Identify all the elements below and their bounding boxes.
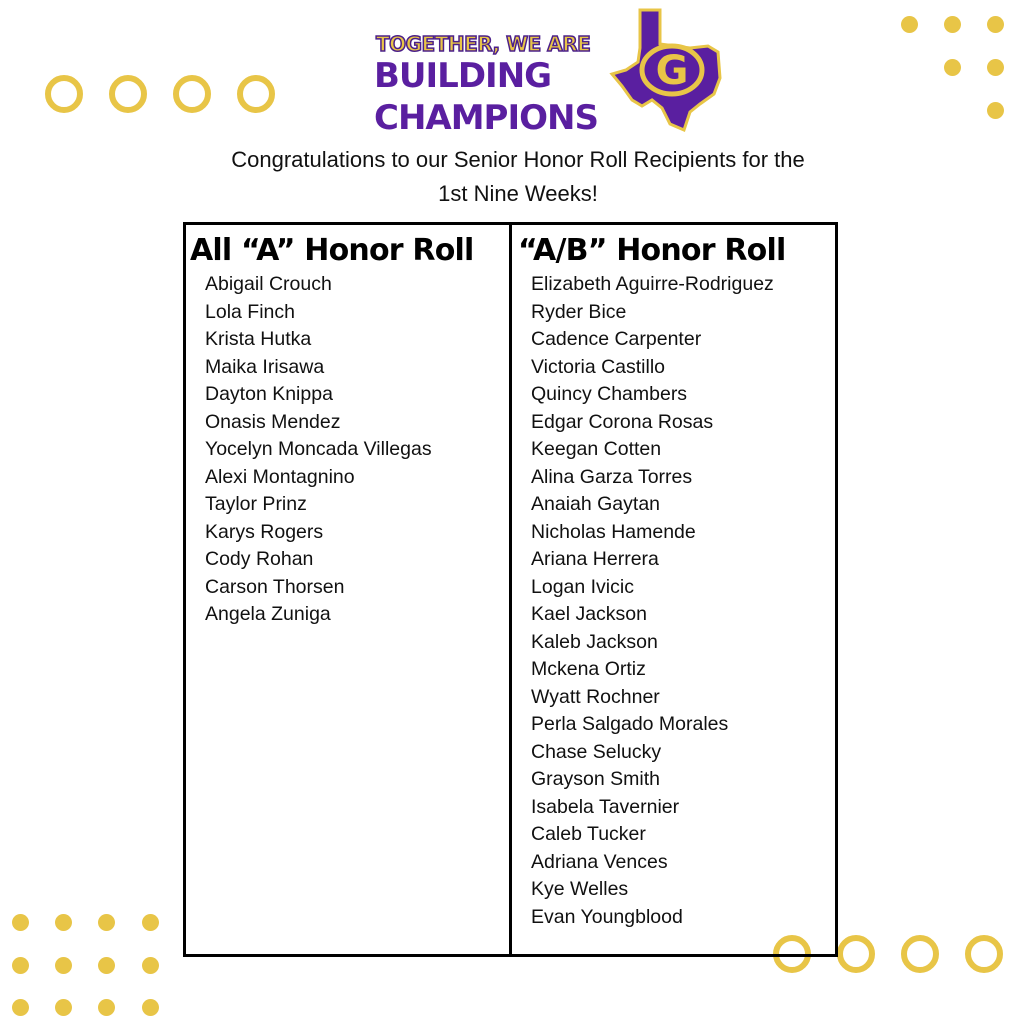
ab-heading: “A/B” Honor Roll	[518, 233, 786, 268]
subtitle-line2: 1st Nine Weeks!	[438, 181, 598, 206]
decor-dot	[12, 957, 29, 974]
list-item: Adriana Vences	[531, 850, 668, 873]
logo-tagline: TOGETHER, WE ARE	[376, 32, 591, 56]
list-item: Elizabeth Aguirre-Rodriguez	[531, 273, 774, 295]
list-item: Caleb Tucker	[531, 823, 646, 845]
list-item: Ryder Bice	[531, 300, 627, 323]
list-item: Kye Welles	[531, 878, 629, 900]
list-item: Cadence Carpenter	[531, 328, 702, 350]
decor-dot	[987, 16, 1004, 33]
list-item: Grayson Smith	[531, 768, 660, 790]
decor-dot	[142, 957, 159, 974]
decor-dot	[12, 999, 29, 1016]
decor-dot	[98, 999, 115, 1016]
list-item: Dayton Knippa	[205, 383, 333, 405]
list-item: Krista Hutka	[205, 328, 312, 350]
all-a-column	[186, 225, 512, 954]
list-item: Yocelyn Moncada Villegas	[205, 438, 432, 460]
decor-dot	[55, 914, 72, 931]
list-item: Evan Youngblood	[531, 905, 683, 928]
decor-dot	[944, 59, 961, 76]
decor-dot	[944, 16, 961, 33]
list-item: Alina Garza Torres	[531, 465, 693, 488]
decor-dot	[98, 914, 115, 931]
list-item: Edgar Corona Rosas	[531, 410, 714, 433]
list-item: Maika Irisawa	[205, 355, 325, 378]
all-a-heading: All “A” Honor Roll	[190, 233, 474, 268]
list-item: Kael Jackson	[531, 603, 647, 625]
decor-ring	[837, 935, 875, 973]
decor-dot	[987, 59, 1004, 76]
list-item: Angela Zuniga	[205, 603, 331, 625]
decor-ring	[45, 75, 83, 113]
list-item: Anaiah Gaytan	[531, 493, 661, 515]
list-item: Taylor Prinz	[205, 493, 307, 515]
honor-roll-table	[183, 222, 838, 957]
list-item: Abigail Crouch	[205, 273, 332, 295]
list-item: Lola Finch	[205, 300, 295, 323]
decor-dot	[142, 914, 159, 931]
list-item: Perla Salgado Morales	[531, 713, 729, 735]
decor-dot	[987, 102, 1004, 119]
decor-dot	[55, 957, 72, 974]
logo-champions: CHAMPIONS	[374, 98, 598, 138]
building-champions-logo	[372, 8, 724, 136]
decor-dot	[55, 999, 72, 1016]
ab-column	[512, 225, 835, 954]
list-item: Victoria Castillo	[531, 355, 666, 378]
list-item: Wyatt Rochner	[531, 685, 660, 708]
emblem-letter: G	[655, 48, 689, 94]
decor-dot	[12, 914, 29, 931]
list-item: Mckena Ortiz	[531, 658, 646, 680]
decor-ring	[965, 935, 1003, 973]
decor-ring	[237, 75, 275, 113]
decor-ring	[173, 75, 211, 113]
list-item: Keegan Cotten	[531, 438, 662, 460]
list-item: Carson Thorsen	[205, 575, 345, 598]
list-item: Alexi Montagnino	[205, 465, 355, 488]
decor-dot	[142, 999, 159, 1016]
decor-ring	[901, 935, 939, 973]
all-a-list	[186, 271, 509, 629]
subtitle-line1: Congratulations to our Senior Honor Roll Recipients for the	[231, 147, 805, 172]
page-subtitle	[160, 143, 876, 211]
decor-dot	[901, 16, 918, 33]
list-item: Karys Rogers	[205, 520, 324, 543]
list-item: Onasis Mendez	[205, 410, 341, 433]
list-item: Isabela Tavernier	[531, 795, 680, 818]
list-item: Logan Ivicic	[531, 575, 634, 598]
decor-ring	[109, 75, 147, 113]
logo-building: BUILDING	[374, 56, 552, 96]
decor-dot	[98, 957, 115, 974]
list-item: Kaleb Jackson	[531, 630, 658, 653]
ab-list	[512, 271, 835, 931]
list-item: Quincy Chambers	[531, 383, 688, 405]
list-item: Cody Rohan	[205, 548, 314, 570]
list-item: Ariana Herrera	[531, 548, 659, 570]
list-item: Chase Selucky	[531, 740, 662, 763]
texas-state-g-icon	[608, 8, 724, 134]
list-item: Nicholas Hamende	[531, 520, 696, 543]
